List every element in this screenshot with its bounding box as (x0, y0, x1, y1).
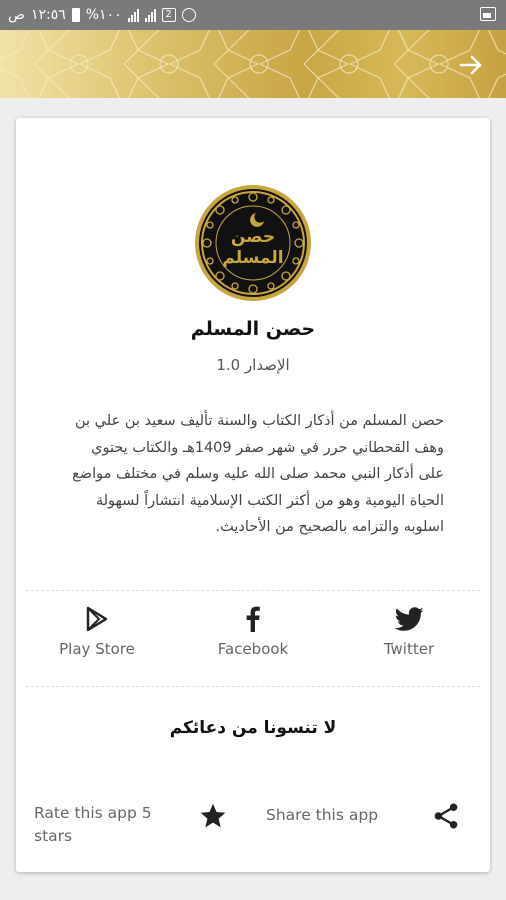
app-version: الإصدار 1.0 (216, 356, 290, 374)
facebook-link[interactable] (188, 606, 318, 670)
share-icon[interactable] (432, 802, 460, 830)
facebook-icon (241, 606, 265, 632)
arrow-right-icon[interactable] (456, 50, 486, 80)
play-store-link[interactable] (32, 606, 162, 670)
signal-icon-2 (145, 8, 156, 22)
twitter-icon (395, 606, 423, 632)
status-left (8, 0, 196, 30)
dua-message: لا تنسونا من دعائكم (169, 718, 337, 738)
app-description: حصن المسلم من أذكار الكتاب والسنة تأليف سعيد بن علي بن وهف القحطاني حرر في شهر صفر 1409هـ والكتاب يحتوي على أذكار النبي محمد صلى الله عليه وسلم في مختلف مواضع الحياة اليومية وهو من أكثر الكتب الإسلامية انتشاراً لسهولة اسلوبه والتزامه بالصحيح من الأحاديث. (72, 413, 444, 535)
play-store-icon (85, 606, 109, 632)
status-bar (0, 0, 506, 30)
divider (26, 686, 480, 687)
image-notification-icon (480, 7, 496, 21)
twitter-link[interactable] (344, 606, 474, 670)
battery-level: %١٠٠ (85, 7, 122, 23)
rate-app-label[interactable]: Rate this app 5 stars (34, 804, 152, 845)
islamic-pattern-background (0, 30, 506, 98)
app-header (0, 30, 506, 98)
play-store-label: Play Store (59, 640, 135, 658)
logo-text-top: حصن (230, 227, 276, 247)
divider (26, 590, 480, 591)
twitter-label: Twitter (383, 640, 435, 658)
am-pm: ص (8, 7, 25, 23)
star-icon[interactable] (199, 802, 227, 830)
facebook-label: Facebook (217, 640, 289, 658)
app-logo (194, 184, 312, 302)
signal-icon (128, 8, 139, 22)
clock: ١٢:٥٦ (30, 7, 66, 23)
logo-text-bottom: المسلم (222, 248, 284, 268)
share-app-label[interactable]: Share this app (266, 806, 379, 824)
battery-icon (72, 8, 80, 22)
app-name: حصن المسلم (190, 318, 316, 340)
about-card (16, 118, 490, 872)
alarm-icon (182, 8, 196, 22)
sim-icon: 2 (162, 8, 176, 22)
